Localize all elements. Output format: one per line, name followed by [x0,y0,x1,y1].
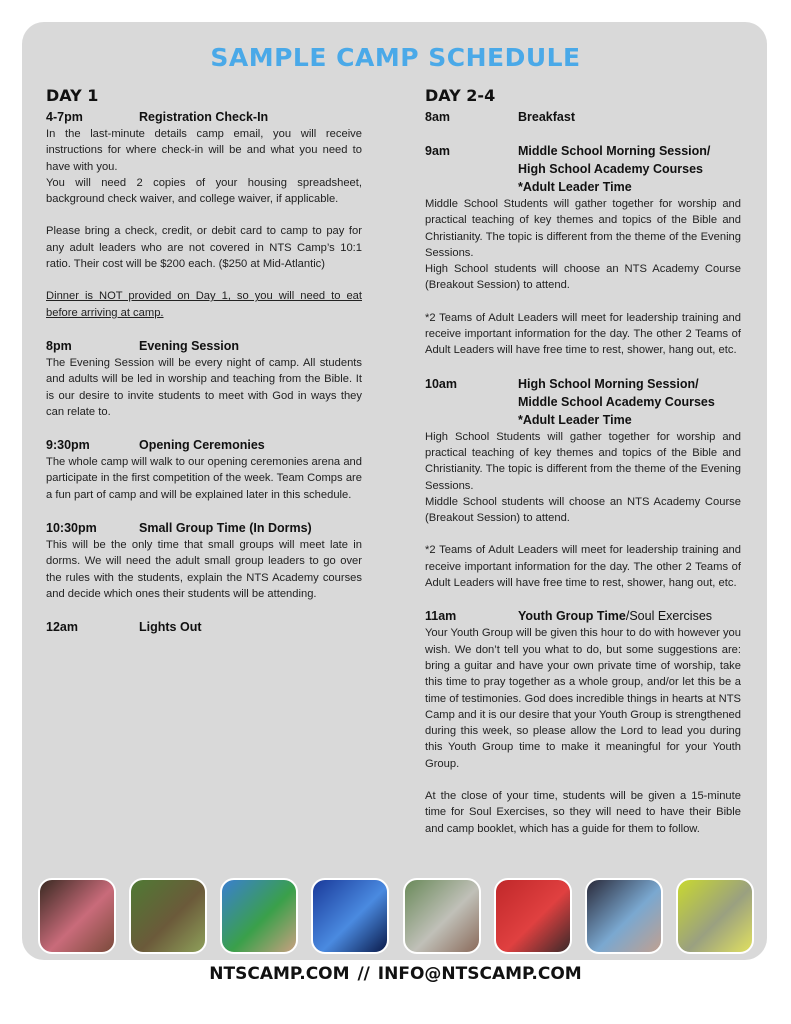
photo-mud-slide [129,878,207,954]
entry-breakfast [425,108,741,126]
entry-lights-out [46,618,362,636]
entry-paragraph: You will need 2 copies of your housing spreadsheet, background check waiver, and college waiver, if applicable. [46,176,362,206]
entry-title: Middle School Academy Courses [518,394,715,409]
entry-paragraph: This will be the only time that small groups will meet late in dorms. We will need the adult small group leaders to go over the rules with the students, explain the NTS Academy courses and decide which ones their students will be attending. [46,539,362,600]
entry-title: Middle School Morning Session/ [518,144,711,158]
entry-time: 9am [425,144,451,158]
photo-strip [38,878,754,956]
entry-title: *Adult Leader Time [518,412,632,427]
photo-hugging-friends [403,878,481,954]
page-title: SAMPLE CAMP SCHEDULE [210,43,581,72]
entry-paragraph: In the last-minute details camp email, you will receive instructions for where check-in will be and what you need to have with you. [46,128,362,173]
photo-red-hat-shout [494,878,572,954]
entry-paragraph: *2 Teams of Adult Leaders will meet for leadership training and receive important information for the day. The other 2 Teams of Adult Leaders will have free time to rest, shower, hang out, etc. [425,311,741,357]
entry-title: High School Morning Session/ [518,376,699,391]
footer-contact: NTSCAMP.COM // INFO@NTSCAMP.COM [209,964,582,984]
entry-paragraph: The Evening Session will be every night of camp. All students and adults will be led in worship and teaching from the Bible. It is our desire to invite students to meet with God in ways they can relate to. [46,356,362,418]
entry-title: High School Academy Courses [518,162,703,176]
entry-registration [46,108,362,321]
entry-title: Breakfast [518,110,575,124]
entry-time: 12am [46,620,78,635]
entry-paragraph: High School students will choose an NTS Academy Course (Breakout Session) to attend. [425,263,741,292]
entry-paragraph: Your Youth Group will be given this hour to do with however you wish. We don’t tell you what to do, but some suggestions are: bring a guitar and have your own private time of worship, take this time to pray together as a whole group, and/or let this be a time of testimonies. God does incredible things in hearts at NTS Camp and it is our desire that your Youth Group is strengthened during this week, so please allow the Lord to lead you during this Youth Group time to make it meaningful for your Youth Group. [425,627,741,770]
entry-time: 10:30pm [46,521,97,536]
photo-team-cheering [220,878,298,954]
day1-heading: DAY 1 [46,86,99,105]
entry-title: *Adult Leader Time [518,180,632,194]
entry-time: 8pm [46,338,72,353]
entry-title: Evening Session [139,338,240,353]
entry-small-group [46,519,362,602]
entry-paragraph: Middle School Students will gather together for worship and practical teaching of key themes and topics of the Bible and Christianity. The topic is different from the theme of the Evening Sessions. [425,198,741,259]
entry-time: 9:30pm [46,438,90,453]
entry-paragraph: *2 Teams of Adult Leaders will meet for leadership training and receive important information for the day. The other 2 Teams of Adult Leaders will have free time to rest, shower, hang out, etc. [425,544,741,590]
entry-9am-sessions [425,142,741,359]
entry-paragraph: Middle School students will choose an NTS Academy Course (Breakout Session) to attend. [425,495,741,525]
dinner-notice: Dinner is NOT provided on Day 1, so you will need to eat before arriving at camp. [46,290,362,319]
photo-concert-lights [311,878,389,954]
photo-group-huddle [585,878,663,954]
entry-paragraph: At the close of your time, students will be given a 15-minute time for Soul Exercises, so they will need to have their Bible and camp booklet, which has a guide for them to follow. [425,790,741,835]
entry-paragraph: The whole camp will walk to our opening ceremonies arena and participate in the first competition of the week. Team Comps are a fun part of camp and will be explained later in this schedule. [46,456,362,501]
entry-opening-ceremonies [46,436,362,503]
entry-title: Opening Ceremonies [139,438,265,453]
entry-youth-group-time [425,607,741,837]
entry-10am-sessions [425,375,741,592]
day2-column [425,86,741,837]
entry-time: 8am [425,110,451,124]
photo-dancing-crowd [38,878,116,954]
entry-title: Lights Out [139,620,202,635]
entry-title-suffix: /Soul Exercises [625,609,713,624]
entry-title: Youth Group Time [518,609,626,624]
entry-title: Small Group Time (In Dorms) [139,521,312,536]
photo-yellow-shirts [676,878,754,954]
entry-title: Registration Check-In [139,110,269,124]
day1-column [46,86,362,636]
entry-time: 4-7pm [46,110,83,124]
entry-paragraph: Please bring a check, credit, or debit card to camp to pay for any adult leaders who are not covered in NTS Camp’s 10:1 ratio. Their cost will be $200 each. ($250 at Mid-Atlantic) [46,225,362,271]
entry-evening-session [46,337,362,420]
entry-time: 10am [425,376,457,391]
day2-heading: DAY 2-4 [425,86,496,105]
entry-time: 11am [425,609,457,624]
entry-paragraph: High School Students will gather together for worship and practical teaching of key themes and topics of the Bible and Christianity. The topic is different from the theme of the Evening Sessions. [425,430,741,492]
